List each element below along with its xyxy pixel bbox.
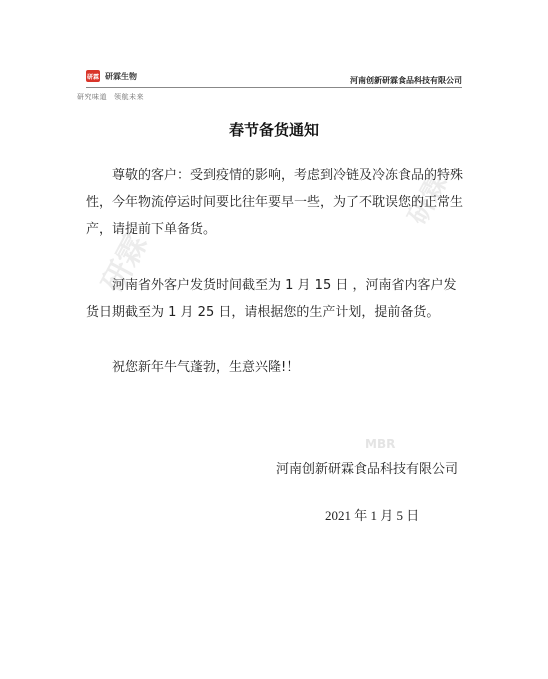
- slogan: [77, 92, 151, 102]
- signature-company: 河南创新研霖食品科技有限公司: [276, 462, 459, 477]
- notice-title: 春节备货通知: [228, 121, 319, 139]
- logo-text: 研霖生物: [105, 71, 137, 81]
- slogan-part-2: 领航未来: [114, 93, 144, 101]
- logo-mark: 研霖: [86, 70, 100, 82]
- paragraph-deadline: 河南省外客户发货时间截至为 1 月 15 日 ，河南省内客户发货日期截至为 1 月 25 日，请根据您的生产计划，提前备货。: [86, 278, 457, 320]
- paragraph-greeting: 祝您新年牛气蓬勃，生意兴隆!！: [112, 360, 300, 375]
- watermark: 研霖: [95, 228, 155, 299]
- header-divider: [86, 87, 462, 88]
- watermark: MBR: [365, 437, 396, 451]
- watermark: 研霖: [402, 169, 454, 230]
- signature-date: 2021 年 1 月 5 日: [325, 508, 420, 523]
- logo: [86, 70, 137, 82]
- slogan-part-1: 研究味道: [77, 93, 107, 101]
- paragraph-notice: 尊敬的客户：受到疫情的影响，考虑到冷链及冷冻食品的特殊性，今年物流停运时间要比往年要早一些，为了不耽误您的正常生产，请提前下单备货。: [86, 168, 464, 237]
- header-company-name: 河南创新研霖食品科技有限公司: [350, 76, 462, 85]
